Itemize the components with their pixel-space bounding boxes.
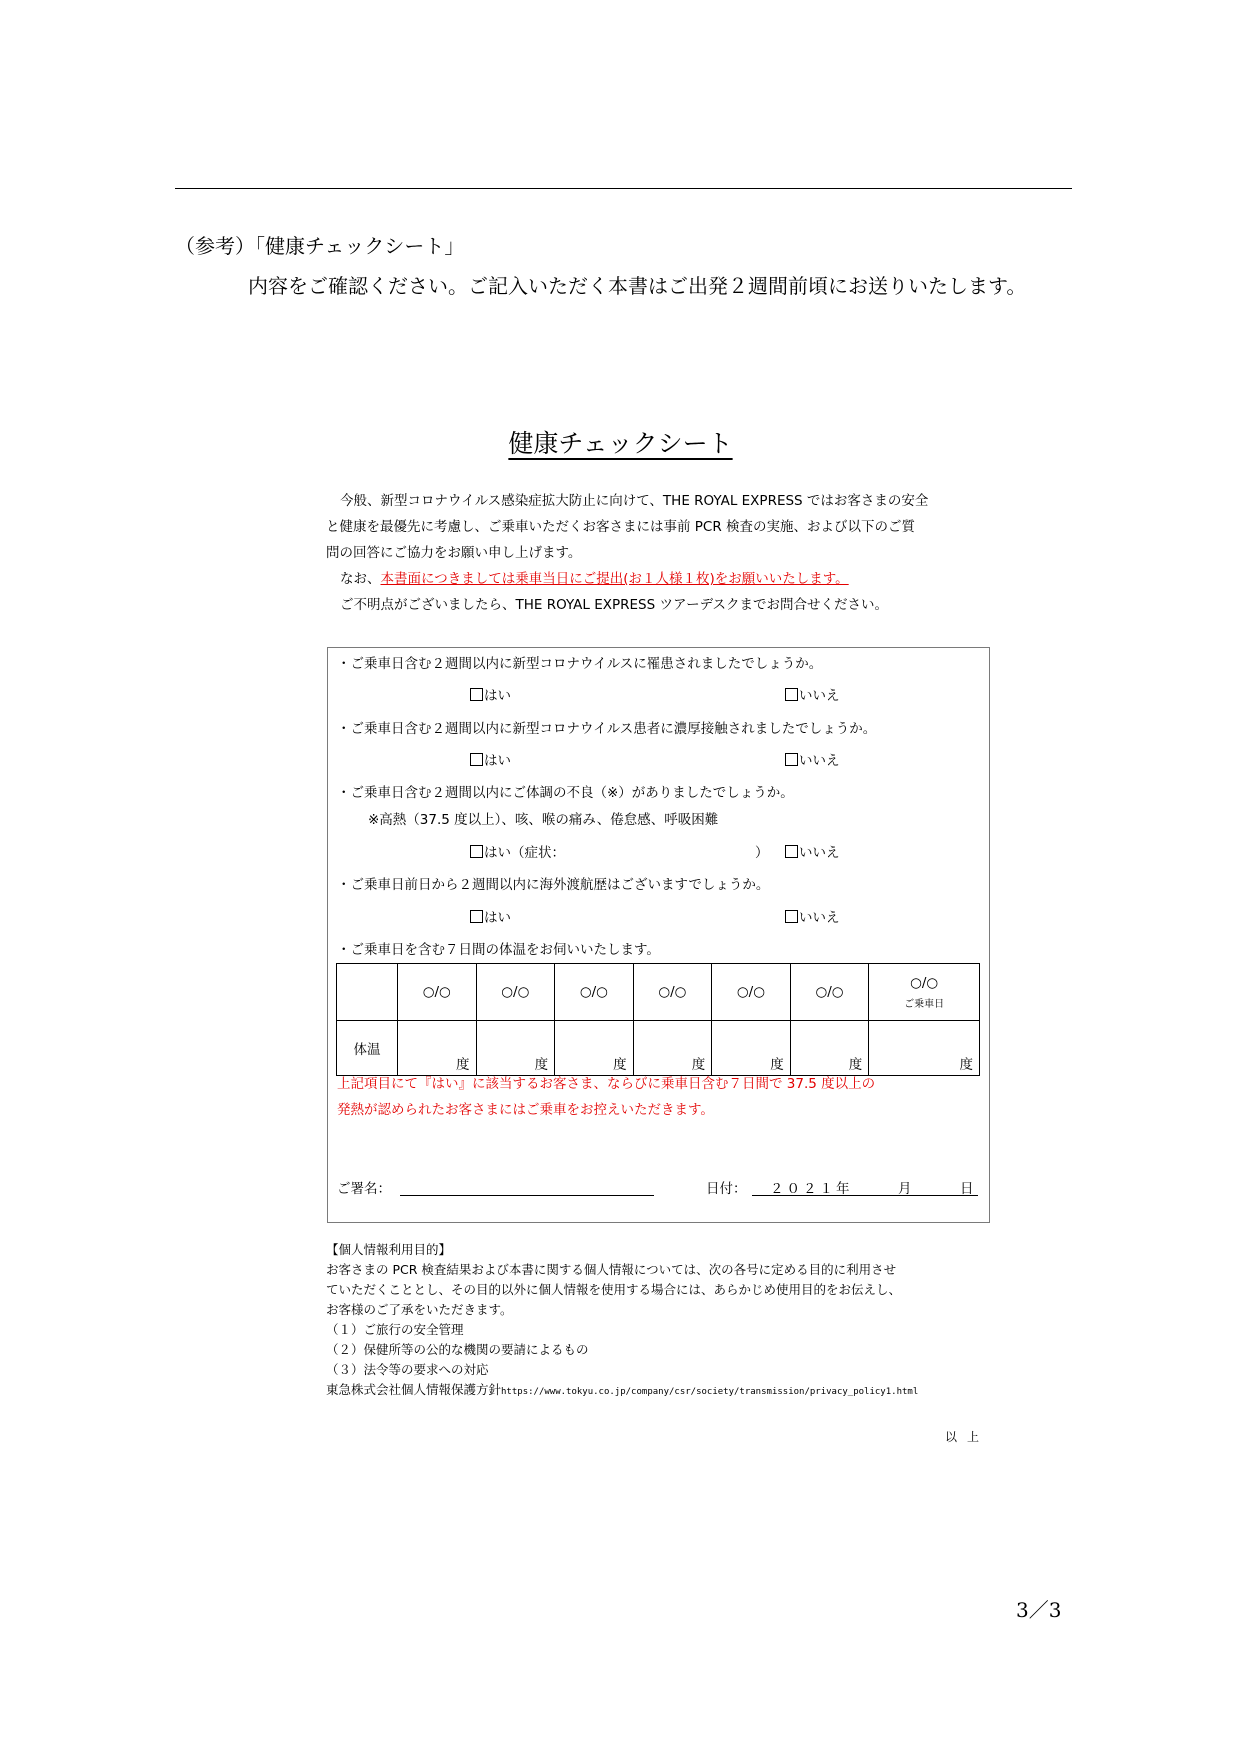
warning-line-1: 上記項目にて『はい』に該当するお客さま、ならびに乗車日含む７日間で 37.5 度以上の (337, 1076, 876, 1092)
temperature-cell-7[interactable]: 度 (869, 1021, 980, 1076)
reference-note: 内容をご確認ください。ご記入いただく本書はご出発２週間前頃にお送りいたします。 (248, 274, 1027, 298)
date-cell-1: ○/○ (398, 964, 477, 1021)
q3-yes-label: はい（症状： (484, 845, 565, 861)
temperature-date-row (337, 964, 980, 1021)
checkbox-icon (785, 688, 798, 701)
privacy-policy-label: 東急株式会社個人情報保護方針 (326, 1382, 502, 1397)
checkbox-icon (785, 845, 798, 858)
intro-note-prefix: なお、 (340, 571, 381, 587)
intro-contact: ご不明点がございましたら、THE ROYAL EXPRESS ツアーデスクまでお問合せください。 (340, 597, 889, 613)
end-mark: 以上 (945, 1430, 990, 1444)
privacy-heading: 【個人情報利用目的】 (326, 1242, 452, 1257)
signature-field[interactable] (400, 1176, 654, 1196)
reference-title: （参考）「健康チェックシート」 (175, 234, 465, 258)
question-4: ・ご乗車日前日から２週間以内に海外渡航歴はございますでしょうか。 (337, 877, 770, 893)
boarding-day-label: ご乗車日 (904, 998, 945, 1010)
question-3-note: ※高熱（37.5 度以上）、咳、喉の痛み、倦怠感、呼吸困難 (368, 812, 719, 828)
q1-yes-label: はい (484, 688, 511, 704)
sheet-title (0, 424, 1241, 460)
q1-no-option[interactable] (785, 684, 840, 704)
intro-paragraph (326, 489, 1016, 515)
temperature-cell-6[interactable]: 度 (790, 1021, 869, 1076)
intro-line-3: 問の回答にご協力をお願い申し上げます。 (326, 545, 582, 561)
date-cell-boarding (869, 964, 980, 1021)
date-cell-4: ○/○ (633, 964, 712, 1021)
q1-yes-option[interactable] (470, 684, 511, 704)
question-5: ・ご乗車日を含む７日間の体温をお伺いいたします。 (337, 942, 660, 958)
date-cell-5: ○/○ (712, 964, 791, 1021)
boarding-date: ○/○ (910, 974, 939, 991)
temperature-cell-4[interactable]: 度 (633, 1021, 712, 1076)
temperature-cell-5[interactable]: 度 (712, 1021, 791, 1076)
question-1: ・ご乗車日含む２週間以内に新型コロナウイルスに罹患されましたでしょうか。 (337, 656, 823, 672)
top-divider (175, 188, 1072, 189)
q3-no-label: いいえ (799, 845, 840, 861)
date-cell-2: ○/○ (476, 964, 555, 1021)
date-cell-6: ○/○ (790, 964, 869, 1021)
privacy-purpose-3: （３）法令等の要求への対応 (326, 1362, 489, 1377)
privacy-policy (326, 1380, 1026, 1402)
q2-no-option[interactable] (785, 749, 840, 769)
q3-yes-option[interactable] (470, 841, 565, 861)
q3-symptom-close: ） (755, 845, 769, 861)
date-year: ２０２１年 (770, 1181, 853, 1197)
checkbox-icon (785, 910, 798, 923)
temperature-cell-1[interactable]: 度 (398, 1021, 477, 1076)
checkbox-icon (470, 910, 483, 923)
submission-instruction: 本書面につきましては乗車当日にご提出(お１人様１枚)をお願いいたします。 (380, 571, 849, 587)
intro-submission-note (340, 567, 1030, 593)
q2-no-label: いいえ (799, 753, 840, 769)
privacy-purpose-1: （１）ご旅行の安全管理 (326, 1322, 464, 1337)
checkbox-icon (470, 688, 483, 701)
table-corner-cell (337, 964, 398, 1021)
date-month: 月 (898, 1181, 912, 1197)
privacy-line-2: ていただくこととし、その目的以外に個人情報を使用する場合には、あらかじめ使用目的をお伝えし、 (326, 1282, 902, 1297)
q1-no-label: いいえ (799, 688, 840, 704)
intro-line-2: と健康を最優先に考慮し、ご乗車いただくお客さまには事前 PCR 検査の実施、および以下のご質 (326, 519, 916, 535)
q4-no-label: いいえ (799, 910, 840, 926)
privacy-line-3: お客様のご了承をいただきます。 (326, 1302, 513, 1317)
temperature-row-label: 体温 (337, 1021, 398, 1076)
sheet-title-text: 健康チェックシート (508, 429, 733, 458)
temperature-cell-2[interactable]: 度 (476, 1021, 555, 1076)
privacy-purpose-2: （２）保健所等の公的な機関の要請によるもの (326, 1342, 589, 1357)
checkbox-icon (470, 845, 483, 858)
temperature-cell-3[interactable]: 度 (555, 1021, 634, 1076)
temperature-table (336, 963, 980, 1076)
temperature-value-row (337, 1021, 980, 1076)
q4-yes-label: はい (484, 910, 511, 926)
checkbox-icon (470, 753, 483, 766)
privacy-line-1: お客さまの PCR 検査結果および本書に関する個人情報については、次の各号に定める目的に利用させ (326, 1262, 897, 1277)
question-3: ・ご乗車日含む２週間以内にご体調の不良（※）がありましたでしょうか。 (337, 785, 794, 801)
q4-no-option[interactable] (785, 906, 840, 926)
question-2: ・ご乗車日含む２週間以内に新型コロナウイルス患者に濃厚接触されましたでしょうか。 (337, 721, 877, 737)
privacy-policy-link[interactable]: https://www.tokyu.co.jp/company/csr/society/transmission/privacy_policy1.html (501, 1387, 919, 1397)
q4-yes-option[interactable] (470, 906, 511, 926)
intro-line-1: 今般、新型コロナウイルス感染症拡大防止に向けて、THE ROYAL EXPRESS ではお客さまの安全 (340, 493, 929, 509)
q3-no-option[interactable] (785, 841, 840, 861)
page-number: 3／3 (1016, 1598, 1062, 1622)
date-day: 日 (960, 1181, 974, 1197)
q2-yes-option[interactable] (470, 749, 511, 769)
warning-line-2: 発熱が認められたお客さまにはご乗車をお控えいただきます。 (337, 1102, 714, 1118)
checkbox-icon (785, 753, 798, 766)
q2-yes-label: はい (484, 753, 511, 769)
date-label: 日付： (706, 1181, 747, 1197)
signature-label: ご署名： (337, 1181, 391, 1197)
date-cell-3: ○/○ (555, 964, 634, 1021)
